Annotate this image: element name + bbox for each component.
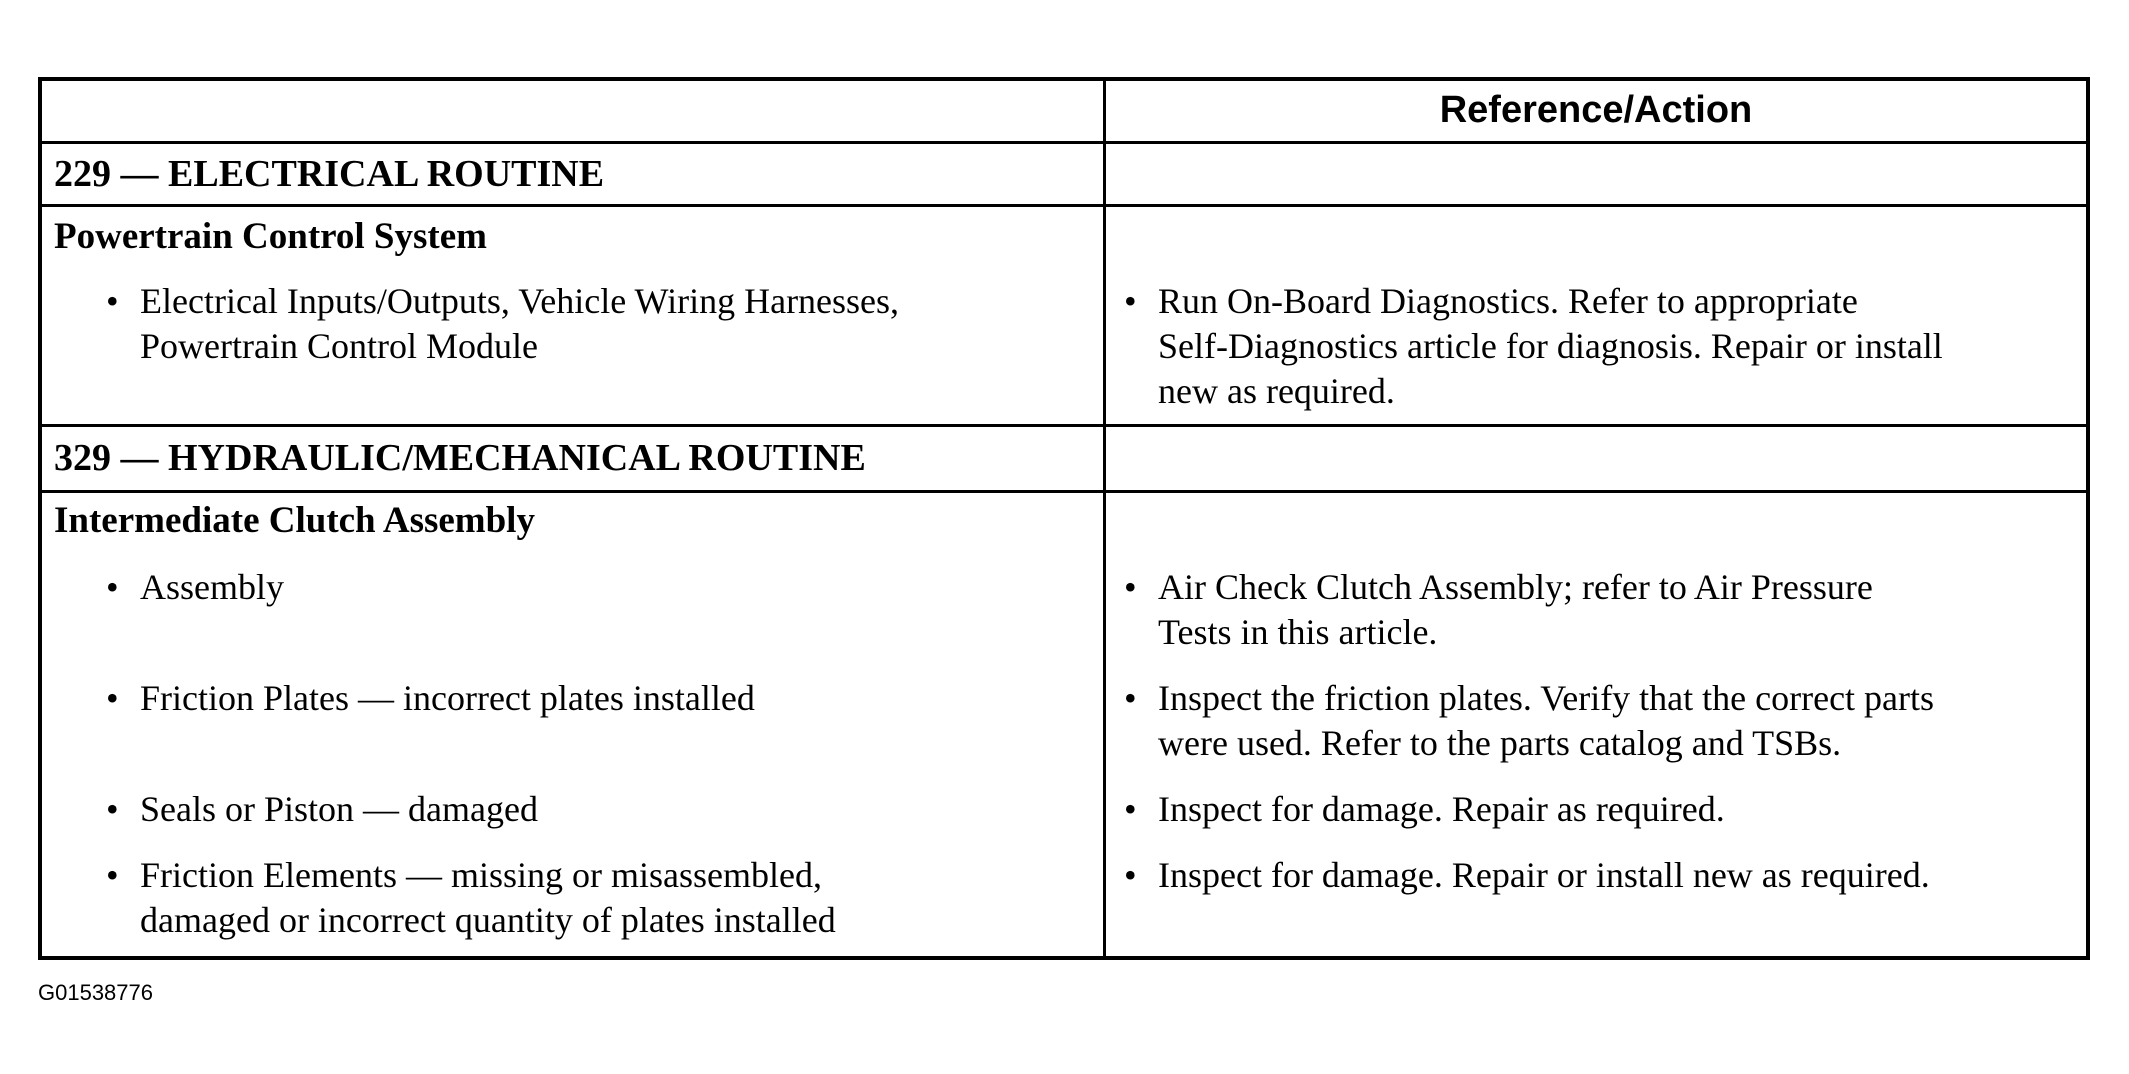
condition-line: Assembly <box>140 567 284 607</box>
routine-title: 229 — ELECTRICAL ROUTINE <box>54 153 605 195</box>
routine-row-329-action <box>1106 427 2086 493</box>
section-clutch-action <box>1106 493 2086 956</box>
subsection-title: Powertrain Control System <box>54 216 487 257</box>
header-reference-action: Reference/Action <box>1439 89 1753 131</box>
action-item <box>1124 279 1943 414</box>
bullet-icon: • <box>106 678 119 718</box>
action-item <box>1124 565 1873 655</box>
condition-line: Powertrain Control Module <box>140 326 538 366</box>
condition-item <box>106 565 284 610</box>
condition-line: Electrical Inputs/Outputs, Vehicle Wiring Harnesses, <box>140 281 900 321</box>
action-line: were used. Refer to the parts catalog and TSBs. <box>1158 723 1842 763</box>
header-cell-condition <box>42 81 1106 144</box>
condition-item <box>106 676 755 721</box>
bullet-icon: • <box>106 281 119 321</box>
header-cell-reference <box>1106 81 2086 144</box>
bullet-icon: • <box>1124 281 1137 321</box>
figure-id: G01538776 <box>38 980 153 1005</box>
action-item <box>1124 676 1934 766</box>
action-item <box>1124 853 1930 898</box>
action-line: Self-Diagnostics article for diagnosis. Repair or install <box>1158 326 1943 366</box>
condition-line: damaged or incorrect quantity of plates installed <box>140 900 836 940</box>
bullet-icon: • <box>106 789 119 829</box>
section-powertrain-action <box>1106 207 2086 427</box>
routine-row-229-action <box>1106 144 2086 207</box>
bullet-icon: • <box>106 567 119 607</box>
action-line: Inspect for damage. Repair as required. <box>1158 789 1725 829</box>
condition-item <box>106 787 538 832</box>
bullet-icon: • <box>1124 789 1137 829</box>
action-line: Air Check Clutch Assembly; refer to Air Pressure <box>1158 567 1873 607</box>
bullet-icon: • <box>106 855 119 895</box>
condition-item <box>106 853 836 943</box>
action-line: new as required. <box>1158 371 1395 411</box>
action-line: Tests in this article. <box>1158 612 1438 652</box>
bullet-icon: • <box>1124 678 1137 718</box>
condition-line: Friction Plates — incorrect plates installed <box>140 678 755 718</box>
section-powertrain-condition <box>42 207 1106 427</box>
bullet-icon: • <box>1124 567 1137 607</box>
action-item <box>1124 787 1725 832</box>
action-line: Run On-Board Diagnostics. Refer to appropriate <box>1158 281 1858 321</box>
bullet-icon: • <box>1124 855 1137 895</box>
routine-row-329 <box>42 427 1106 493</box>
condition-line: Friction Elements — missing or misassembled, <box>140 855 822 895</box>
routine-row-229 <box>42 144 1106 207</box>
action-line: Inspect for damage. Repair or install new as required. <box>1158 855 1930 895</box>
condition-item <box>106 279 899 369</box>
subsection-title: Intermediate Clutch Assembly <box>54 500 535 541</box>
section-clutch-condition <box>42 493 1106 956</box>
condition-line: Seals or Piston — damaged <box>140 789 538 829</box>
diagnosis-table <box>38 77 2090 960</box>
routine-title: 329 — HYDRAULIC/MECHANICAL ROUTINE <box>54 437 866 479</box>
action-line: Inspect the friction plates. Verify that the correct parts <box>1158 678 1935 718</box>
